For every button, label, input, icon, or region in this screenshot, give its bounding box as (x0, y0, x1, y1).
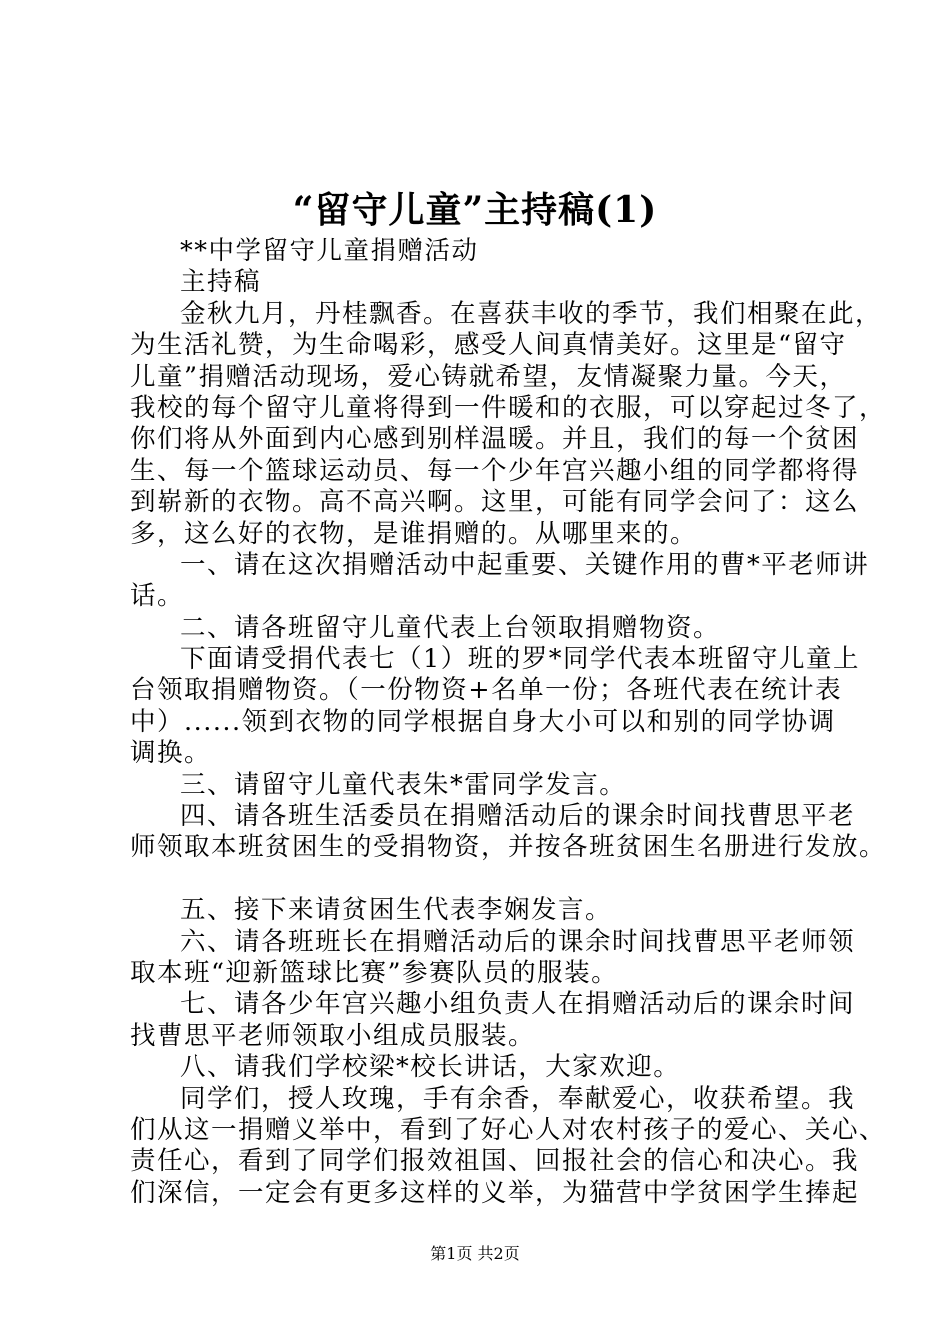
paragraph-line: 二、请各班留守儿童代表上台领取捐赠物资。 (180, 612, 721, 643)
page-title: “留守儿童”主持稿(1) (292, 189, 658, 231)
paragraph-line: 话。 (130, 581, 185, 612)
paragraph-line: 同学们，授人玫瑰，手有余香，奉献爱心，收获希望。我 (180, 1083, 856, 1114)
paragraph-line: 为生活礼赞，为生命喝彩，感受人间真情美好。这里是“留守 (130, 330, 847, 361)
paragraph-line: 五、接下来请贫困生代表李娴发言。 (180, 895, 613, 926)
document-body (130, 236, 887, 1209)
paragraph-line: 们深信，一定会有更多这样的义举，为猫营中学贫困学生捧起 (130, 1177, 860, 1208)
subtitle-line: **中学留守儿童捐赠活动 (180, 236, 479, 266)
paragraph-line: 一、请在这次捐赠活动中起重要、关键作用的曹*平老师讲 (180, 549, 870, 580)
paragraph-line: 我校的每个留守儿童将得到一件暖和的衣服，可以穿起过冬了， (130, 392, 887, 423)
paragraph-line: 八、请我们学校梁*校长讲话，大家欢迎。 (180, 1052, 681, 1083)
paragraph-line: 六、请各班班长在捐赠活动后的课余时间找曹思平老师领 (180, 926, 856, 957)
paragraph-line: 中）......领到衣物的同学根据自身大小可以和别的同学协调 (130, 706, 836, 737)
paragraph-line: 多，这么好的衣物，是谁捐赠的。从哪里来的。 (130, 518, 698, 549)
paragraph-line: 取本班“迎新篮球比赛”参赛队员的服装。 (130, 957, 619, 988)
paragraph-line: 金秋九月，丹桂飘香。在喜获丰收的季节，我们相聚在此， (180, 298, 883, 329)
paragraph-line: 到崭新的衣物。高不高兴啊。这里，可能有同学会问了：这么 (130, 487, 860, 518)
blank-line (130, 864, 835, 895)
subtitle-line: 主持稿 (180, 267, 262, 298)
paragraph-line: 三、请留守儿童代表朱*雷同学发言。 (180, 769, 627, 800)
paragraph-line: 你们将从外面到内心感到别样温暖。并且，我们的每一个贫困 (130, 424, 860, 455)
paragraph-line: 生、每一个篮球运动员、每一个少年宫兴趣小组的同学都将得 (130, 455, 860, 486)
paragraph-line: 七、请各少年宫兴趣小组负责人在捐赠活动后的课余时间 (180, 989, 856, 1020)
paragraph-line: 师领取本班贫困生的受捐物资，并按各班贫困生名册进行发放。 (130, 832, 887, 863)
paragraph-line: 调换。 (130, 738, 212, 769)
paragraph-line: 责任心，看到了同学们报效祖国、回报社会的信心和决心。我 (130, 1146, 860, 1177)
paragraph-line: 下面请受捐代表七（1）班的罗*同学代表本班留守儿童上 (180, 644, 860, 675)
paragraph-line: 儿童”捐赠活动现场，爱心铸就希望，友情凝聚力量。今天， (130, 361, 847, 392)
page-number-footer: 第1页 共2页 (430, 1244, 520, 1263)
paragraph-line: 找曹思平老师领取小组成员服装。 (130, 1020, 536, 1051)
paragraph-line: 四、请各班生活委员在捐赠活动后的课余时间找曹思平老 (180, 801, 856, 832)
paragraph-line: 们从这一捐赠义举中，看到了好心人对农村孩子的爱心、关心、 (130, 1114, 887, 1145)
paragraph-line: 台领取捐赠物资。（一份物资+名单一份；各班代表在统计表 (130, 675, 843, 706)
